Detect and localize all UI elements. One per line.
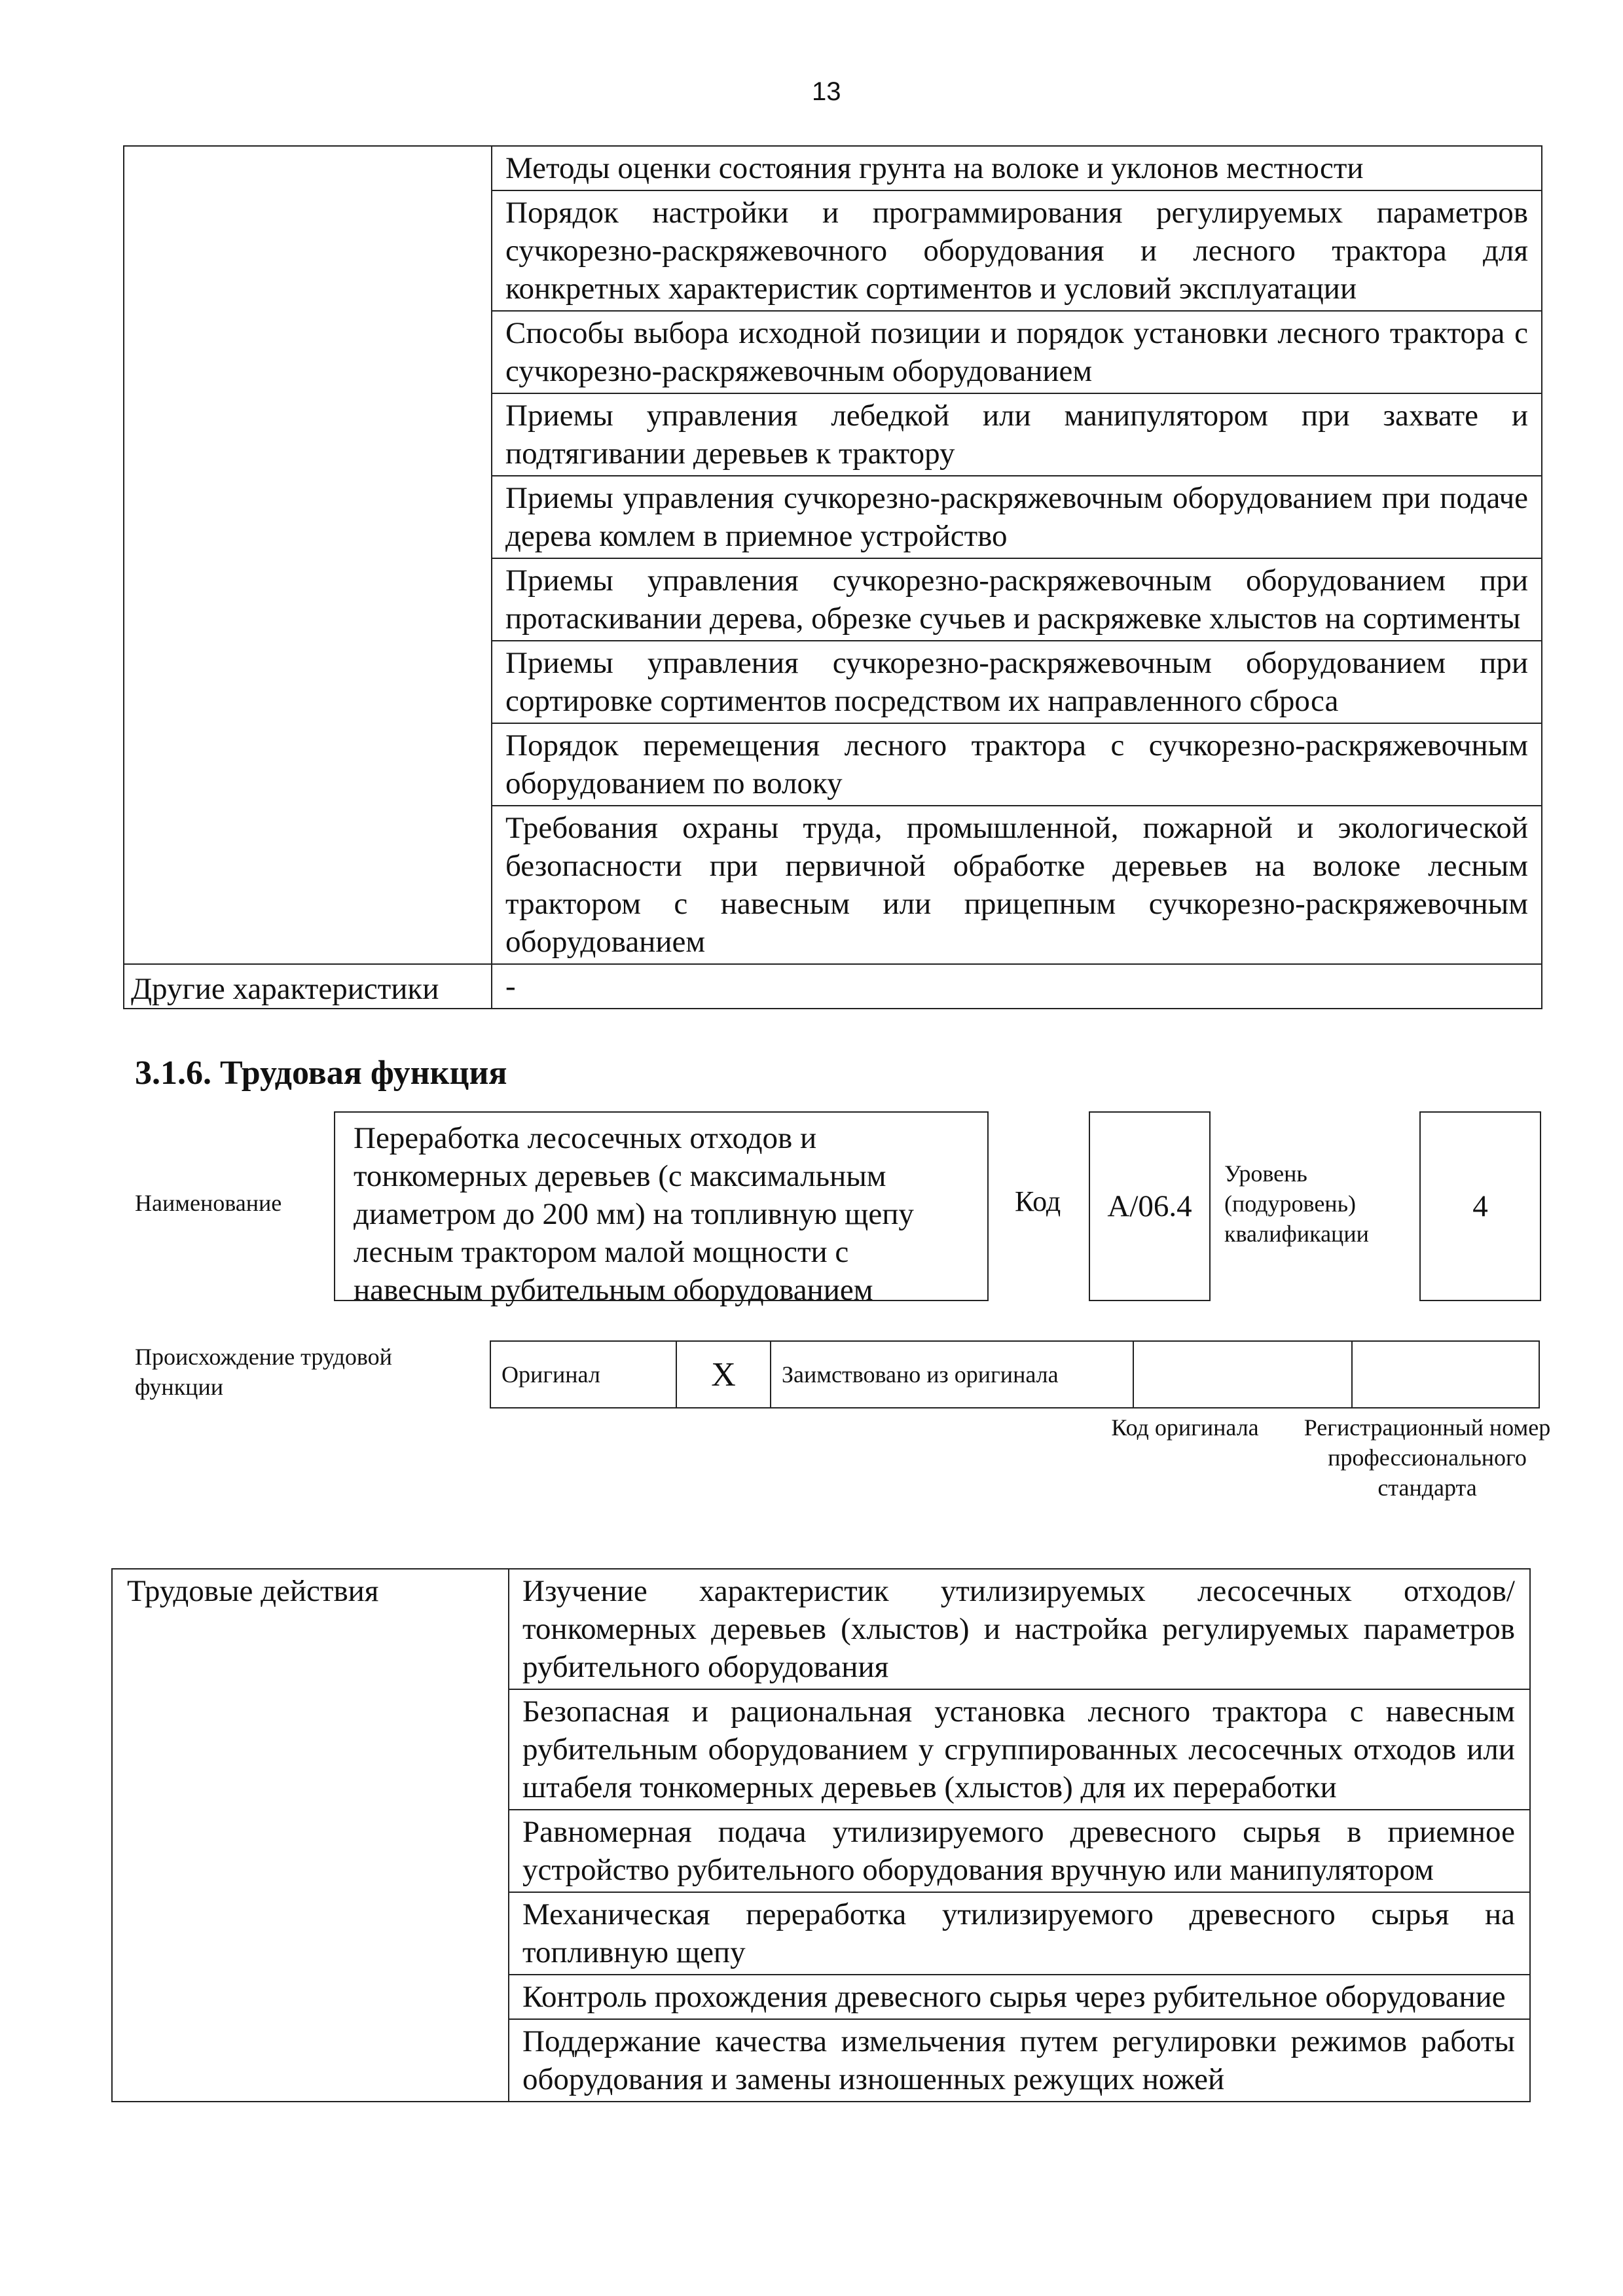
table-cell: Безопасная и рациональная установка лесного трактора с навесным рубительным оборудованием у сгруппированных лесосечных отходов или штабеля тонкомерных деревьев (хлыстов) для их переработки — [509, 1689, 1530, 1810]
table-cell: Приемы управления сучкорезно-раскряжевочным оборудованием при протаскивании дерева, обрезке сучьев и раскряжевке хлыстов на сортименты — [492, 558, 1542, 641]
table-cell: Контроль прохождения древесного сырья через рубительное оборудование — [509, 1975, 1530, 2019]
registration-number-caption: Регистрационный номер профессионального стандарта — [1304, 1414, 1551, 1501]
table-cell: Порядок настройки и программирования регулируемых параметров сучкорезно-раскряжевочного оборудования и лесного трактора для конкретных характеристик сортиментов и условий эксплуатации — [492, 190, 1542, 311]
labor-actions-table — [111, 1568, 1531, 2102]
other-characteristics-label: Другие характеристики — [124, 964, 492, 1009]
other-characteristics-value: - — [492, 964, 1542, 1009]
table-cell: Поддержание качества измельчения путем регулировки режимов работы оборудования и замены изношенных режущих ножей — [509, 2019, 1530, 2102]
origin-label: Происхождение трудовой функции — [135, 1344, 392, 1400]
code-value: А/06.4 — [1107, 1189, 1192, 1223]
knowledge-table — [123, 145, 1542, 1009]
table-cell: Приемы управления лебедкой или манипулятором при захвате и подтягивании деревьев к трактору — [492, 393, 1542, 476]
table-cell: Изучение характеристик утилизируемых лесосечных отходов/ тонкомерных деревьев (хлыстов) и настройка регулируемых параметров рубительного оборудования — [509, 1569, 1530, 1689]
table-cell: Механическая переработка утилизируемого древесного сырья на топливную щепу — [509, 1892, 1530, 1975]
borrowed-cell: Заимствовано из оригинала — [771, 1341, 1133, 1408]
function-name-box — [334, 1111, 989, 1307]
table-cell: Методы оценки состояния грунта на волоке и уклонов местности — [492, 146, 1542, 190]
table-cell: Приемы управления сучкорезно-раскряжевочным оборудованием при сортировке сортиментов посредством их направленного сброса — [492, 641, 1542, 723]
original-cell: Оригинал — [490, 1341, 676, 1408]
table-cell: Приемы управления сучкорезно-раскряжевочным оборудованием при подаче дерева комлем в приемное устройство — [492, 476, 1542, 558]
table-cell: Требования охраны труда, промышленной, пожарной и экологической безопасности при первичной обработке деревьев на волоке лесным трактором с навесным или прицепным сучкорезно-раскряжевочным оборудованием — [492, 806, 1542, 964]
table-cell: Равномерная подача утилизируемого древесного сырья в приемное устройство рубительного оборудования вручную или манипулятором — [509, 1810, 1530, 1892]
labor-actions-label: Трудовые действия — [112, 1569, 509, 2102]
code-original-caption: Код оригинала — [1111, 1414, 1259, 1441]
table-row — [112, 1569, 1530, 1689]
page-number: 13 — [812, 77, 841, 106]
name-label: Наименование — [135, 1190, 282, 1216]
level-value: 4 — [1472, 1189, 1488, 1223]
function-name-value: Переработка лесосечных отходов и тонкомерных деревьев (с максимальным диаметром до 200 мм) на топливную щепу лесным трактором малой мощности с навесным рубительным оборудованием — [354, 1121, 914, 1307]
table-row — [124, 146, 1542, 190]
table-key-cell — [124, 146, 492, 964]
registration-number-cell — [1352, 1341, 1539, 1408]
table-cell: Способы выбора исходной позиции и порядок установки лесного трактора с сучкорезно-раскряжевочным оборудованием — [492, 311, 1542, 393]
level-label: Уровень (подуровень) квалификации — [1224, 1160, 1369, 1247]
table-row — [490, 1341, 1539, 1408]
level-box — [1419, 1111, 1541, 1301]
code-box — [1089, 1111, 1211, 1301]
table-row — [124, 964, 1542, 1009]
original-mark: X — [676, 1341, 771, 1408]
section-heading: 3.1.6. Трудовая функция — [135, 1054, 507, 1092]
origin-table — [490, 1340, 1540, 1408]
code-label: Код — [1015, 1185, 1061, 1217]
table-cell: Порядок перемещения лесного трактора с сучкорезно-раскряжевочным оборудованием по волоку — [492, 723, 1542, 806]
original-code-cell — [1133, 1341, 1352, 1408]
